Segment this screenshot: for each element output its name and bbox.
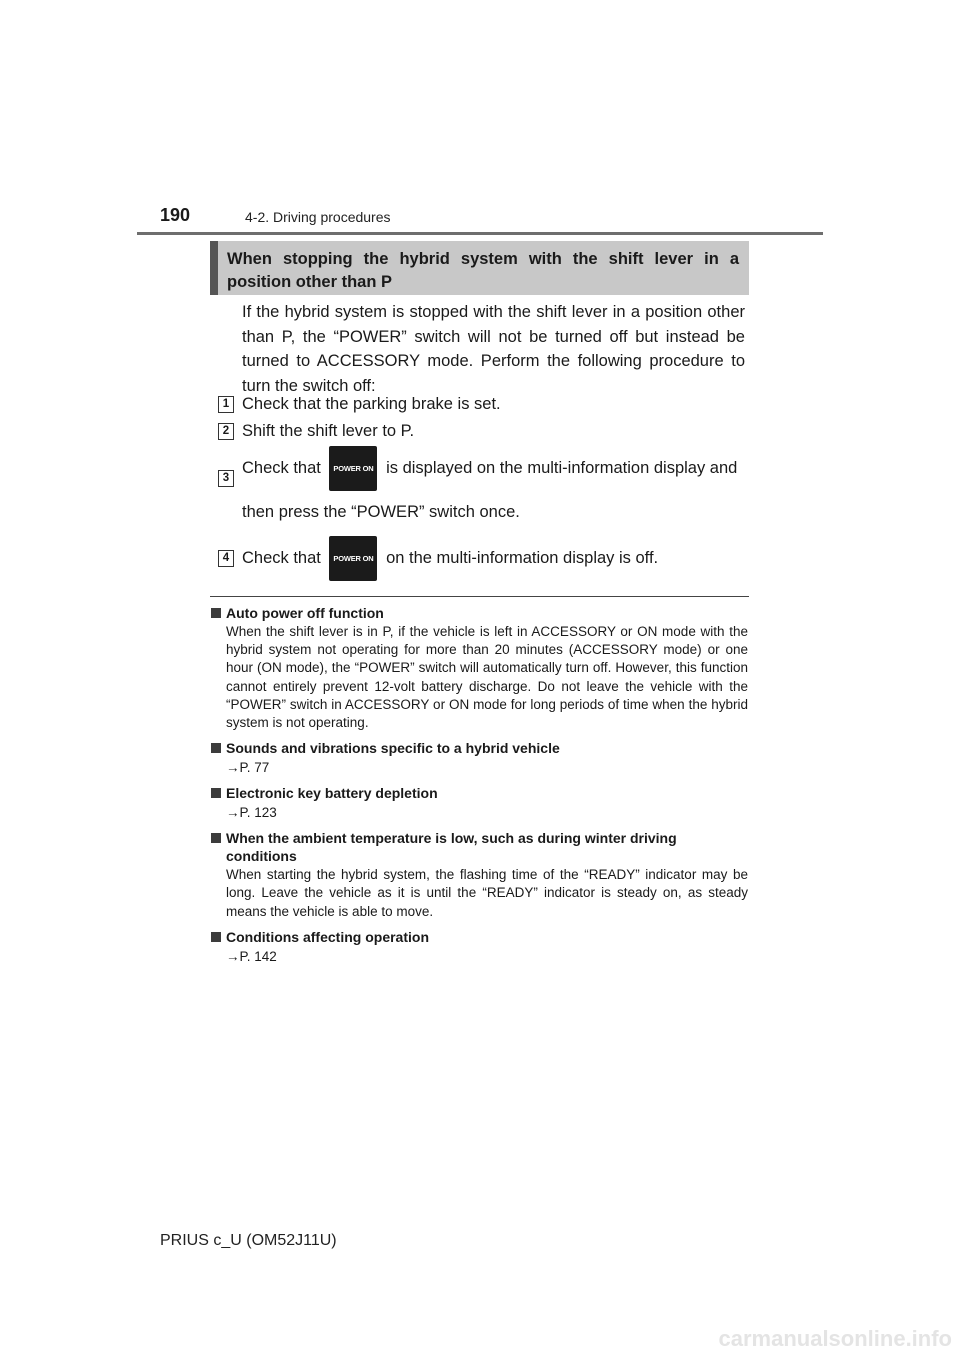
watermark: carmanualsonline.info [718,1326,952,1351]
power-on-indicator-icon: POWER ON [329,446,377,491]
step-text [242,536,658,581]
step-text: Shift the shift lever to P. [242,422,415,440]
note-heading [211,784,748,802]
step-text [242,446,737,491]
step-text-after: is displayed on the multi-information display and [386,459,738,477]
step-number-badge: 3 [218,470,234,487]
step-text: Check that the parking brake is set. [242,395,501,413]
note-heading [211,829,748,865]
step-text-before: Check that [242,549,321,567]
note-heading [211,928,748,946]
intro-paragraph: If the hybrid system is stopped with the shift lever in a position other than P, the “POWER” switch will not be turned off but instead be turned to ACCESSORY mode. Perform the following procedure to turn the switch off: [242,303,745,395]
step-text-before: Check that [242,459,321,477]
page-reference: →P. 142 [226,948,277,964]
step-text-line2: then press the “POWER” switch once. [242,503,520,521]
note-body: When the shift lever is in P, if the vehicle is left in ACCESSORY or ON mode with the hybrid system not operating for more than 20 minutes (ACCESSORY mode) or one hour (ON mode), the “POWER” switch will automatically turn off. However, this function cannot entirely prevent 12-volt battery discharge. Do not leave the vehicle with the “POWER” switch in ACCESSORY or ON mode for long periods of time when the hybrid system is not operating. [226,624,748,731]
note-conditions-operation [211,928,748,966]
note-heading-text: Conditions affecting operation [226,928,429,945]
note-sounds-vibrations [211,739,748,777]
page-reference: →P. 123 [226,805,277,821]
note-heading-text: Sounds and vibrations specific to a hybrid vehicle [226,740,560,757]
header-divider [137,232,823,235]
step-text-after: on the multi-information display is off. [386,549,659,567]
note-heading-text: Auto power off function [226,605,384,621]
step-number-badge: 4 [218,550,234,567]
note-heading [211,604,748,622]
note-heading-text: Electronic key battery depletion [226,785,438,802]
note-body: When starting the hybrid system, the flashing time of the “READY” indicator may be long. Leave the vehicle as it is until the “READY” indicator is steady on, as steady means the vehicle is able to move. [226,867,748,919]
note-auto-power-off [211,604,748,732]
note-low-temperature [211,829,748,921]
page-number: 190 [160,205,191,225]
section-title: 4-2. Driving procedures [245,209,391,225]
note-heading-text: When the ambient temperature is low, such as during winter driving conditions [226,830,677,865]
note-heading [211,739,748,757]
step-number-badge: 1 [218,396,234,413]
square-bullet-icon [211,932,221,942]
power-on-indicator-icon: POWER ON [329,536,377,581]
notes-section [211,604,748,973]
square-bullet-icon [211,743,221,753]
topic-title-box [210,241,749,295]
square-bullet-icon [211,788,221,798]
topic-title: When stopping the hybrid system with the shift lever in a position other than P [227,250,739,291]
note-key-battery [211,784,748,822]
square-bullet-icon [211,608,221,618]
notes-divider [210,596,749,597]
footer-model-code: PRIUS c_U (OM52J11U) [160,1232,337,1249]
page-reference: →P. 77 [226,760,270,776]
step-number-badge: 2 [218,423,234,440]
square-bullet-icon [211,833,221,843]
